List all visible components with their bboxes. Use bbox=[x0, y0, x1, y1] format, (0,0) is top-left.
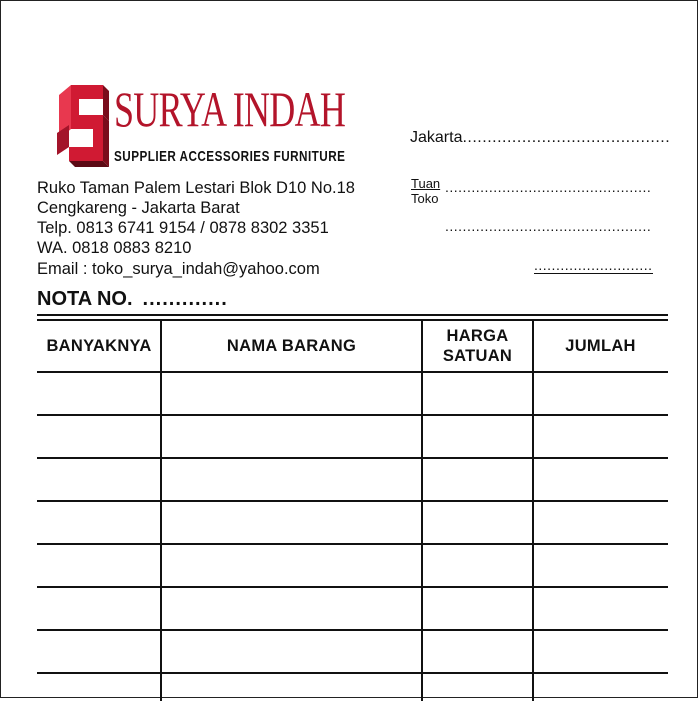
table-row-line bbox=[37, 586, 668, 588]
table-row-line bbox=[37, 543, 668, 545]
table-top-rule bbox=[37, 314, 668, 316]
header-nama-barang: NAMA BARANG bbox=[226, 337, 357, 355]
nota-number bbox=[37, 288, 228, 311]
address-line-1: Ruko Taman Palem Lestari Blok D10 No.18 bbox=[37, 179, 355, 197]
address-line-2: Cengkareng - Jakarta Barat bbox=[37, 199, 240, 217]
table-row-line bbox=[37, 672, 668, 674]
column-divider bbox=[160, 320, 162, 701]
s-logo-icon bbox=[57, 85, 109, 169]
city-field bbox=[410, 129, 670, 147]
email-line: Email : toko_surya_indah@yahoo.com bbox=[37, 260, 320, 278]
header-jumlah: JUMLAH bbox=[565, 337, 636, 355]
header-harga-satuan bbox=[422, 321, 533, 371]
table-row-line bbox=[37, 414, 668, 416]
brand-tagline: SUPPLIER ACCESSORIES FURNITURE bbox=[114, 148, 346, 165]
recipient-name-dots: ............................................... bbox=[445, 179, 652, 195]
recipient-extra-dots: ........................... bbox=[534, 257, 653, 273]
header-banyaknya: BANYAKNYA bbox=[46, 337, 152, 355]
table-row-line bbox=[37, 457, 668, 459]
toko-label: Toko bbox=[411, 191, 439, 206]
city-dots: .......................................... bbox=[462, 129, 671, 146]
table-row-line bbox=[37, 629, 668, 631]
recipient-address-dots: ............................................... bbox=[445, 218, 652, 234]
column-divider bbox=[421, 320, 423, 701]
brand-name: SURYA INDAH bbox=[114, 81, 346, 137]
column-divider bbox=[532, 320, 534, 701]
whatsapp-line: WA. 0818 0883 8210 bbox=[37, 239, 192, 257]
nota-label: NOTA NO. bbox=[37, 288, 133, 310]
table-header-rule bbox=[37, 371, 668, 373]
city-label: Jakarta bbox=[410, 129, 463, 146]
header-satuan: SATUAN bbox=[442, 347, 513, 365]
header-harga: HARGA bbox=[446, 327, 509, 345]
nota-number-dots: ............. bbox=[142, 288, 228, 310]
phone-line: Telp. 0813 6741 9154 / 0878 8302 3351 bbox=[37, 219, 329, 237]
tuan-label: Tuan bbox=[411, 176, 441, 191]
table-row-line bbox=[37, 500, 668, 502]
